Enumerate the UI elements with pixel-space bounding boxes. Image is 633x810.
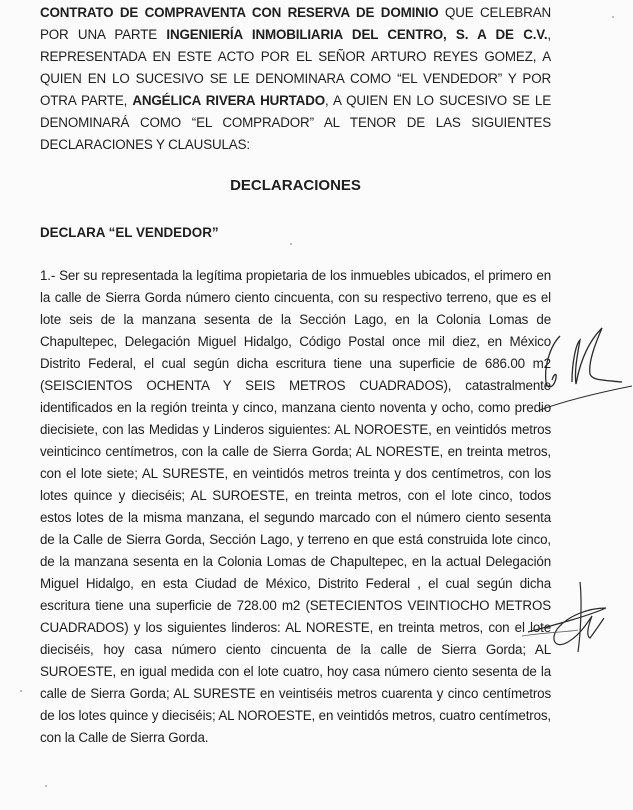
intro-text-3: , A QUIEN EN LO SUCESIVO SE LE DENOMINARÁ COMO “EL COMPRADOR” AL TENOR DE LAS SIGUIENTES DECLARACIONES Y CLAUSULAS: <box>40 93 551 152</box>
declaration-paragraph-1: 1.- Ser su representada la legítima propietaria de los inmuebles ubicados, el primero en la calle de Sierra Gorda número ciento cincuenta, con su respectivo terreno, que es el lote seis de la manzana sesenta de la Sección Lago, en la Colonia Lomas de Chapultepec, Delegación Miguel Hidalgo, Código Postal once mil diez, en México Distrito Federal, el cual según dicha escritura tiene una superficie de 686.00 m2 (SEISCIENTOS OCHENTA Y SEIS METROS CUADRADOS), catastralmente identificados en la región treinta y cinco, manzana ciento noventa y ocho, como predio diecisiete, con las Medidas y Linderos siguientes: AL NOROESTE, en veintidós metros veinticinco centímetros, con la calle de Sierra Gorda; AL NORESTE, en treinta metros, con el lote siete; AL SURESTE, en veintidós metros treinta y dos centímetros, con los lotes quince y dieciséis; AL SUROESTE, en treinta metros, con el lote cinco, todos estos lotes de la misma manzana, el segundo marcado con el número ciento sesenta de la Calle de Sierra Gorda, Sección Lago, y terreno en que está construida lote cinco, de la manzana sesenta en la Colonia Lomas de Chapultepec, en la actual Delegación Miguel Hidalgo, en esta Ciudad de México, Distrito Federal , el cual según dicha escritura tiene una superficie de 728.00 m2 (SETECIENTOS VEINTIOCHO METROS CUADRADOS) y los siguientes linderos: AL NORESTE, en treinta metros, con el lote dieciséis, hoy casa número ciento cincuenta de la calle de Sierra Gorda; AL SUROESTE, en igual medida con el lote cuatro, hoy casa número ciento sesenta de la calle de Sierra Gorda; AL SURESTE en veintiséis metros cuarenta y cinco centímetros de los lotes quince y dieciséis; AL NOROESTE, en veintidós metros, cuatro centímetros, con la Calle de Sierra Gorda. <box>40 268 551 745</box>
scan-speck <box>612 16 614 18</box>
intro-text-2: , REPRESENTADA EN ESTE ACTO POR EL SEÑOR ARTURO REYES GOMEZ, A QUIEN EN LO SUCESIVO SE LE DENOMINARA COMO “EL VENDEDOR” Y POR OTRA PARTE, <box>40 27 551 108</box>
intro-text-1: QUE CELEBRAN POR UNA PARTE <box>40 5 551 42</box>
seller-declaration-heading: DECLARA “EL VENDEDOR” <box>40 225 219 240</box>
scan-speck <box>20 690 22 692</box>
contract-intro <box>40 2 551 156</box>
scan-speck <box>45 785 47 787</box>
section-heading: DECLARACIONES <box>230 177 361 194</box>
seller-company: INGENIERÍA INMOBILIARIA DEL CENTRO, S. A DE C.V. <box>166 27 548 42</box>
contract-title: CONTRATO DE COMPRAVENTA CON RESERVA DE DOMINIO <box>40 5 439 20</box>
buyer-name: ANGÉLICA RIVERA HURTADO <box>132 93 325 108</box>
scan-speck <box>290 243 292 245</box>
